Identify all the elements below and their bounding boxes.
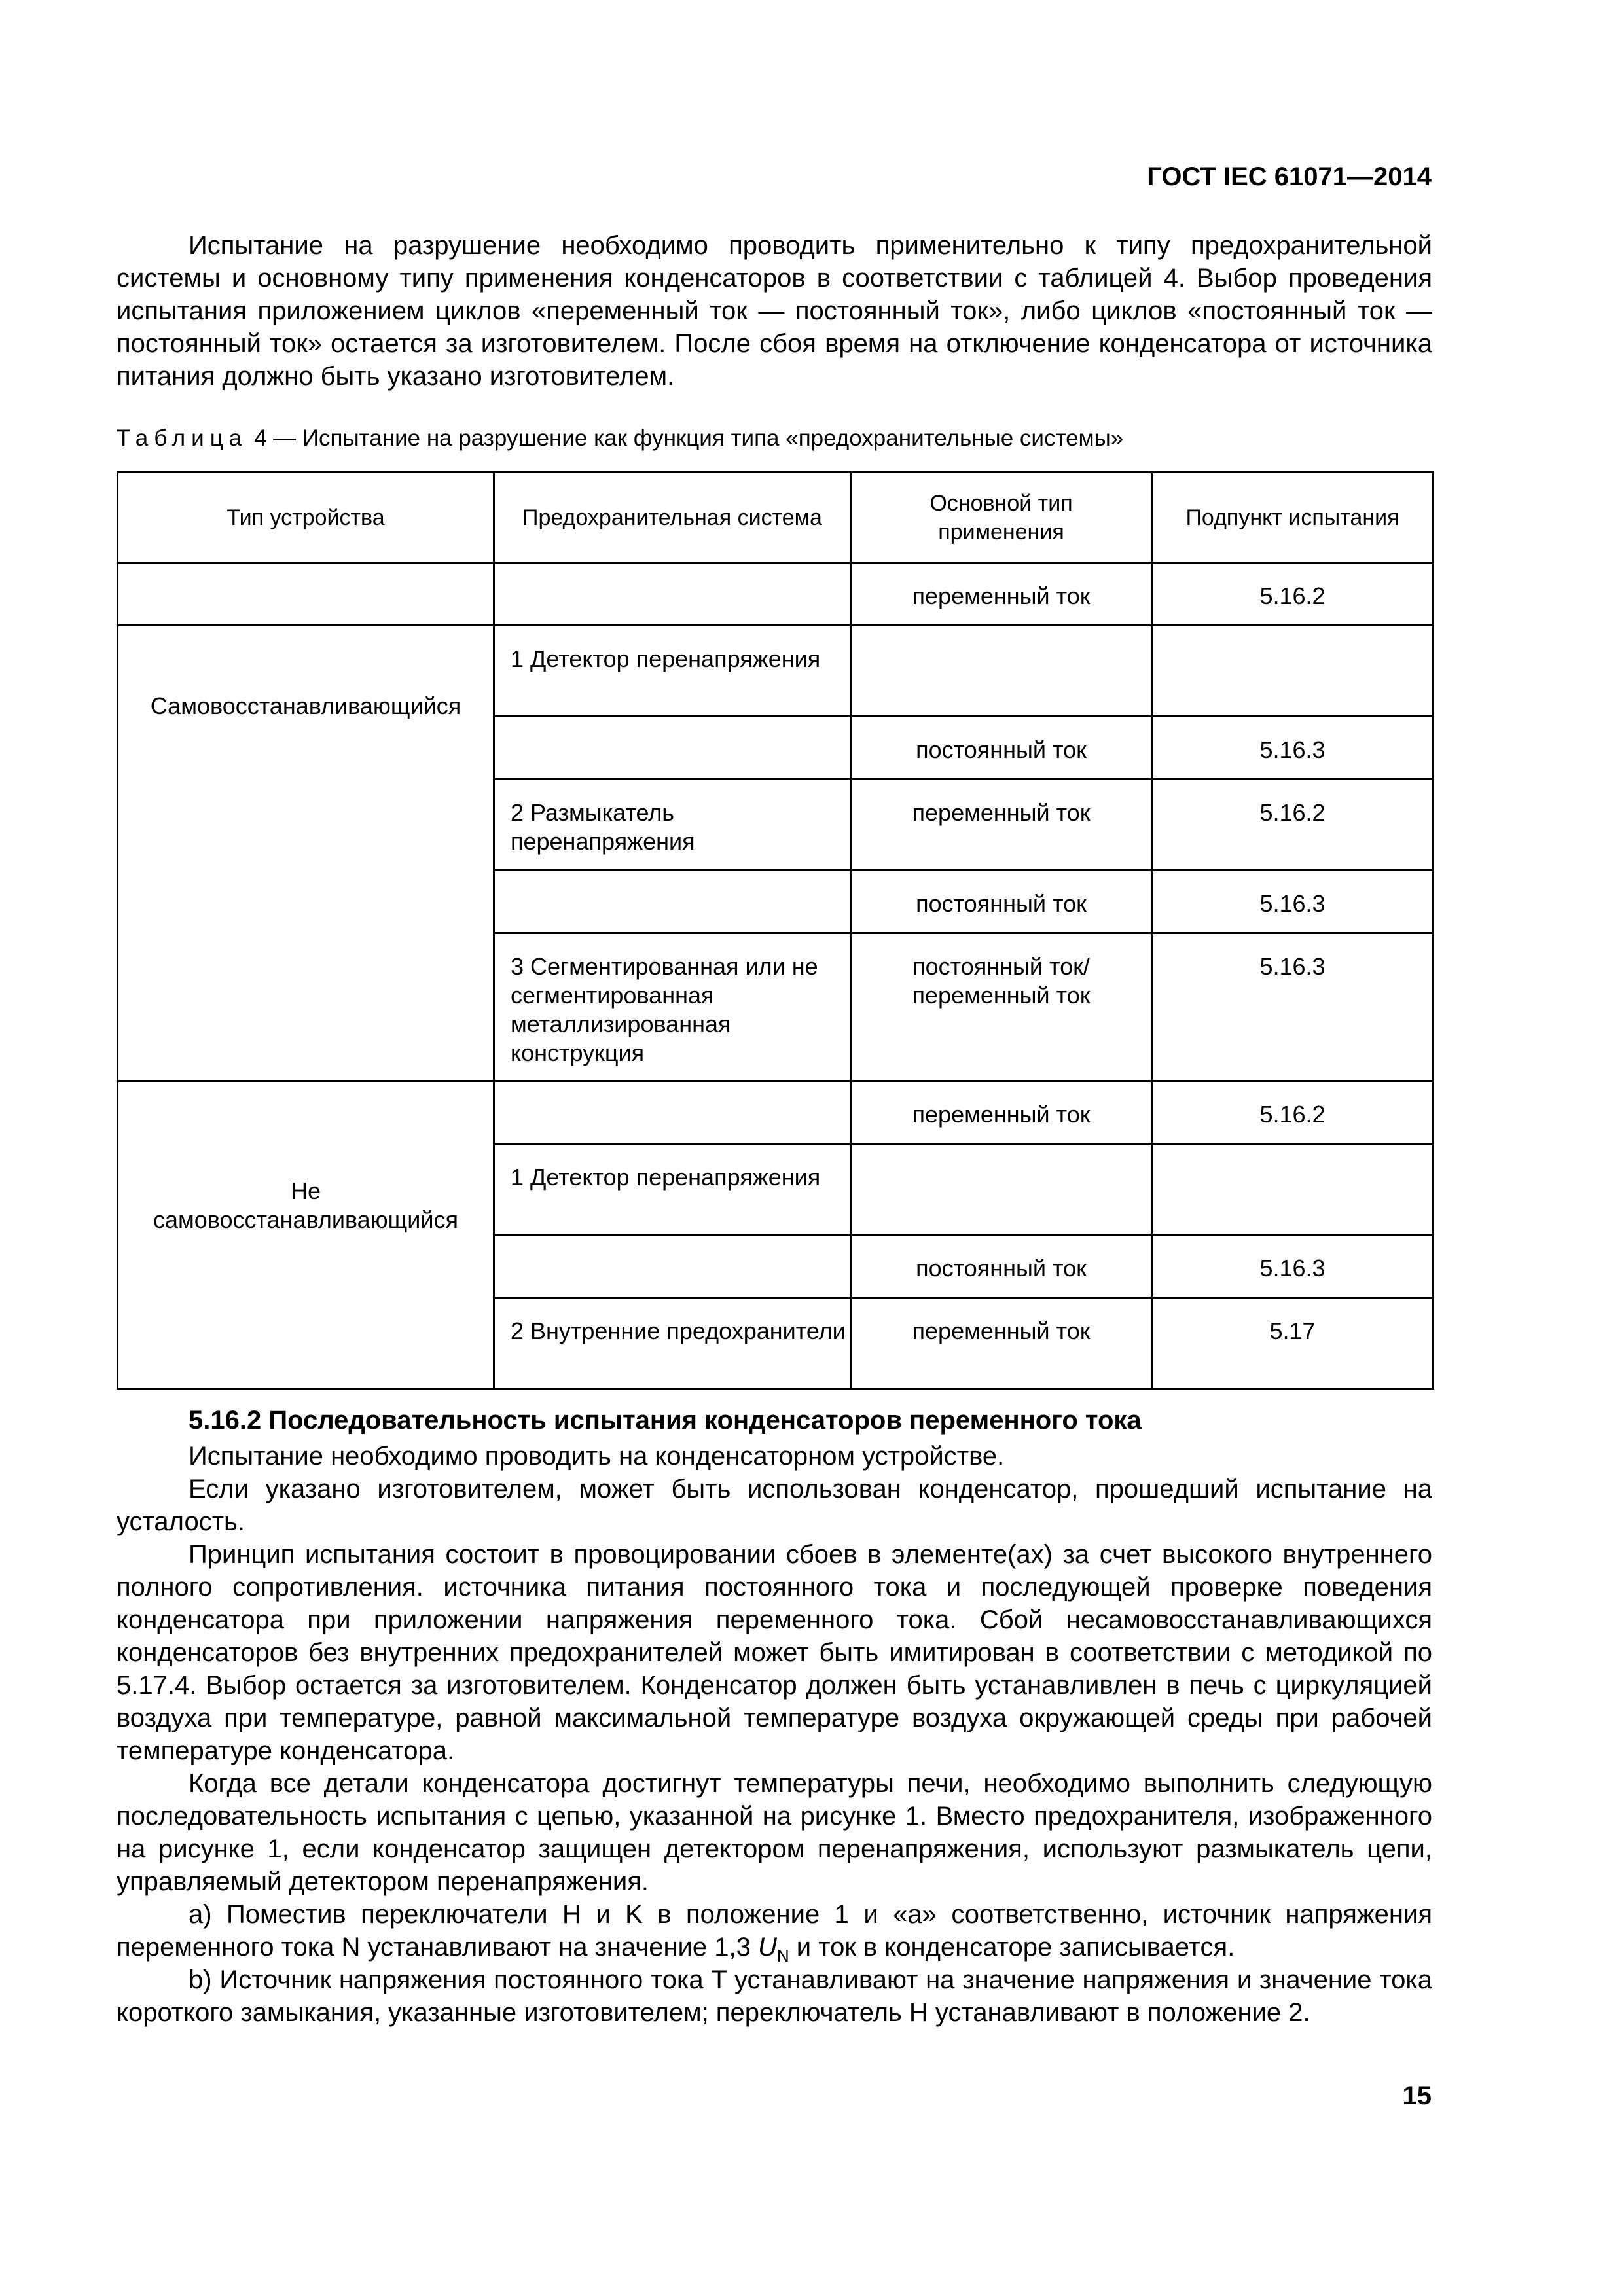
voltage-symbol: U [757, 1933, 777, 1962]
document-number: ГОСТ IEC 61071—2014 [1147, 162, 1432, 191]
table-cell-system [494, 717, 851, 780]
table-cell-subclause: 5.16.3 [1152, 717, 1434, 780]
test-table [117, 471, 1434, 1390]
table-row [118, 626, 1434, 717]
table-cell-application: переменный ток [851, 563, 1152, 626]
table-cell-application: постоянный ток [851, 870, 1152, 933]
table-caption [117, 425, 1123, 452]
table-cell-system: 1 Детектор перенапряжения [494, 626, 851, 717]
table-cell-application: постоянный ток [851, 1235, 1152, 1298]
table-cell-subclause: 5.16.3 [1152, 870, 1434, 933]
table-cell-subclause: 5.16.2 [1152, 563, 1434, 626]
section-paragraph: Когда все детали конденсатора достигнут температуры печи, необходимо выполнить следующую последовательность испытания с цепью, указанной на рисунке 1. Вместо предохранителя, изображенного на рисунке 1, если конденсатор защищен детектором перенапряжения, используют размыкатель цепи, управляемый детектором перенапряжения. [117, 1769, 1432, 1896]
section-paragraph-a: a) Поместив переключатели H и K в положение 1 и «a» соответственно, источник напряжения переменного тока N устанавливают на значение 1,3 $U_N$ и ток в конденсаторе записывается. [117, 1900, 1432, 1965]
table-cell-system [494, 1081, 851, 1144]
table-caption-text: 4 — Испытание на разрушение как функция типа «предохранительные системы» [253, 425, 1124, 451]
table-cell-system: 2 Внутренние предохранители [494, 1298, 851, 1389]
table-cell-subclause: 5.16.2 [1152, 1081, 1434, 1144]
table-row [118, 1081, 1434, 1144]
table-caption-label: Таблица [117, 425, 248, 451]
table-cell-system [494, 1235, 851, 1298]
table-cell-system: 2 Размыкатель перенапряжения [494, 780, 851, 870]
header-device-type: Тип устройства [118, 473, 494, 563]
table-cell-application: переменный ток [851, 1081, 1152, 1144]
table-row [118, 563, 1434, 626]
table-cell-empty [118, 563, 494, 626]
table-cell-subclause: 5.16.3 [1152, 933, 1434, 1081]
table-cell-system: 1 Детектор перенапряжения [494, 1144, 851, 1235]
header-application: Основной тип применения [851, 473, 1152, 563]
table-header-row [118, 473, 1434, 563]
section-paragraph-b: b) Источник напряжения постоянного тока T устанавливают на значение напряжения и значение тока короткого замыкания, указанные изготовителем; переключатель H устанавливают в положение 2. [117, 1965, 1432, 2027]
table-cell-system [494, 870, 851, 933]
table-cell-subclause: 5.16.2 [1152, 780, 1434, 870]
table-cell-system: 3 Сегментированная или не сегментированная металлизированная конструкция [494, 933, 851, 1081]
table-cell-application: переменный ток [851, 1298, 1152, 1389]
section-paragraph: Если указано изготовителем, может быть использован конденсатор, прошедший испытание на усталость. [117, 1475, 1432, 1536]
section-paragraph: Испытание необходимо проводить на конденсаторном устройстве. [189, 1442, 1005, 1471]
table-cell-subclause: 5.16.3 [1152, 1235, 1434, 1298]
table-cell-subclause: 5.17 [1152, 1298, 1434, 1389]
table-cell-application: постоянный ток/переменный ток [851, 933, 1152, 1081]
device-type-non-self-healing: Не самовосстанавливающийся [118, 1081, 494, 1389]
intro-paragraph: Испытание на разрушение необходимо проводить применительно к типу предохранительной системы и основному типу применения конденсаторов в соответствии с таблицей 4. Выбор проведения испытания приложением циклов «переменный ток — постоянный ток», либо циклов «постоянный ток — постоянный ток» остается за изготовителем. После сбоя время на отключение конденсатора от источника питания должно быть указано изготовителем. [117, 231, 1432, 391]
table-cell-application [851, 626, 1152, 717]
table-cell-system [494, 563, 851, 626]
table-cell-application [851, 1144, 1152, 1235]
table-cell-application: постоянный ток [851, 717, 1152, 780]
page-number: 15 [1402, 2081, 1432, 2110]
voltage-subscript: N [776, 1946, 789, 1965]
table-cell-subclause [1152, 1144, 1434, 1235]
device-type-self-healing: Самовосстанавливающийся [118, 626, 494, 1081]
table-cell-subclause [1152, 626, 1434, 717]
section-paragraph: Принцип испытания состоит в провоцировании сбоев в элементе(ах) за счет высокого внутреннего полного сопротивления. источника питания постоянного тока и последующей проверке поведения конденсатора при приложении напряжения переменного тока. Сбой несамовосстанавливающихся конденсаторов без внутренних предохранителей может быть имитирован в соответствии с методикой по 5.17.4. Выбор остается за изготовителем. Конденсатор должен быть устанавливлен в печь с циркуляцией воздуха при температуре, равной максимальной температуре воздуха окружающей среды при рабочей температуре конденсатора. [117, 1540, 1432, 1765]
header-protection-system: Предохранительная система [494, 473, 851, 563]
header-test-subclause: Подпункт испытания [1152, 473, 1434, 563]
section-title: 5.16.2 Последовательность испытания конденсаторов переменного тока [189, 1406, 1142, 1435]
table-cell-application: переменный ток [851, 780, 1152, 870]
